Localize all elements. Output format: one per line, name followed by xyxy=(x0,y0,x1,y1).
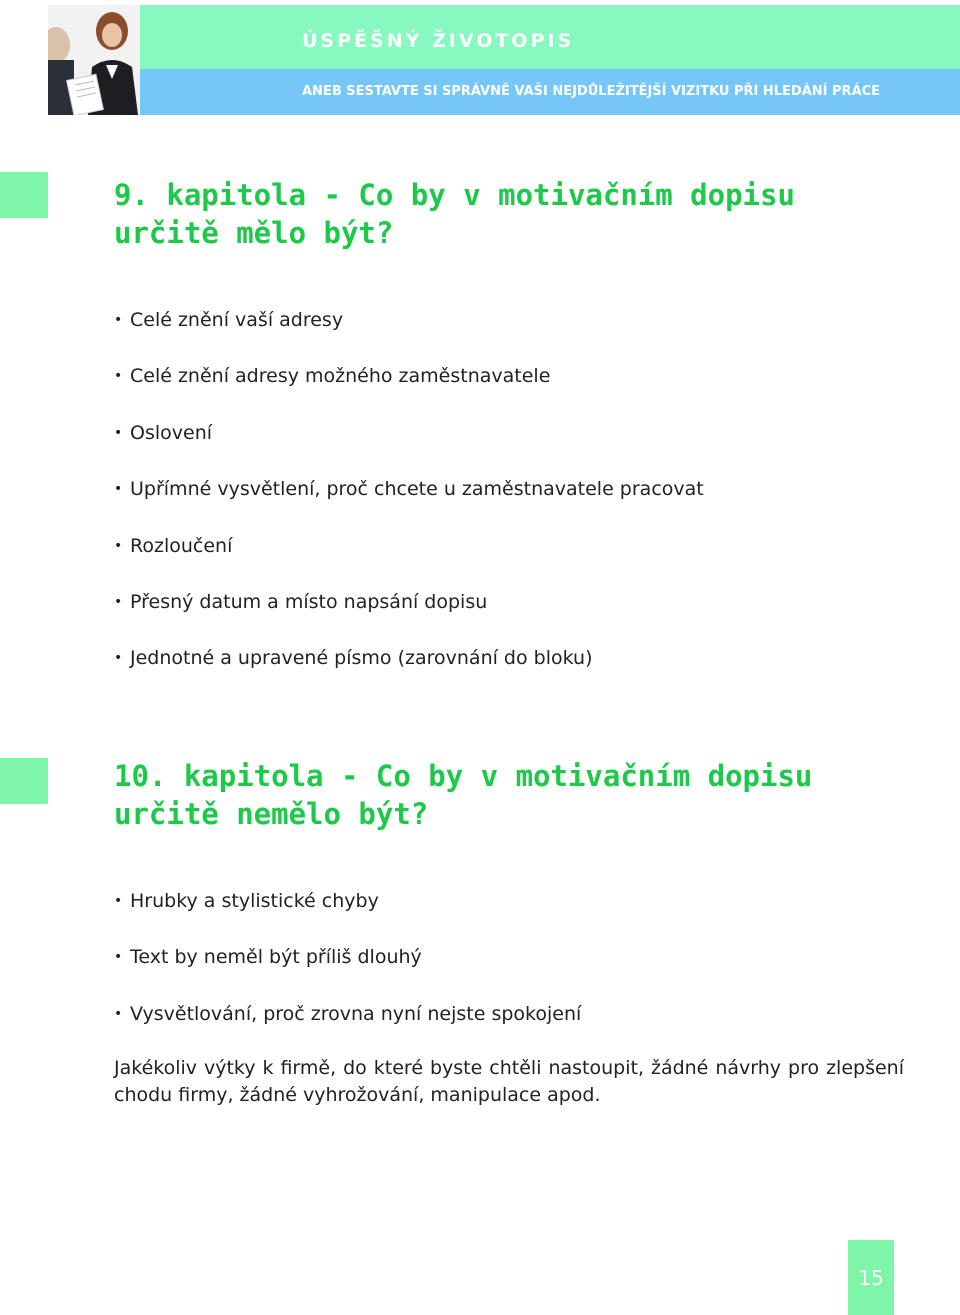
list-item: • Celé znění vaší adresy xyxy=(114,308,704,364)
list-item: • Jednotné a upravené písmo (zarovnání do bloku) xyxy=(114,646,704,702)
section-10-paragraph: Jakékoliv výtky k firmě, do které byste chtěli nastoupit, žádné návrhy pro zlepšení chodu firmy, žádné vyhrožování, manipulace apod. xyxy=(114,1057,904,1106)
list-item: • Text by neměl být příliš dlouhý xyxy=(114,945,581,1001)
document-subtitle: ANEB SESTAVTE SI SPRÁVNĚ VAŠI NEJDŮLEŽITĚJŠÍ VIZITKU PŘI HLEDÁNÍ PRÁCE xyxy=(302,84,881,99)
section-9-list xyxy=(114,308,704,703)
section-9-heading: 9. kapitola - Co by v motivačním dopisu určitě mělo být? xyxy=(114,178,795,250)
section-10-list xyxy=(114,889,581,1058)
list-item: • Přesný datum a místo napsání dopisu xyxy=(114,590,704,646)
section-10-heading: 10. kapitola - Co by v motivačním dopisu určitě nemělo být? xyxy=(114,759,813,831)
section-10-marker xyxy=(0,758,48,804)
list-item: • Oslovení xyxy=(114,421,704,477)
list-item: • Hrubky a stylistické chyby xyxy=(114,889,581,945)
list-item: • Rozloučení xyxy=(114,534,704,590)
office-interview-photo xyxy=(48,5,140,115)
header-photo xyxy=(48,5,140,115)
list-item: • Upřímné vysvětlení, proč chcete u zaměstnavatele pracovat xyxy=(114,477,704,533)
list-item: • Vysvětlování, proč zrovna nyní nejste spokojení xyxy=(114,1002,581,1058)
page-number: 15 xyxy=(848,1240,894,1315)
document-title: ÚSPĚŠNÝ ŽIVOTOPIS xyxy=(302,30,575,52)
list-item: • Celé znění adresy možného zaměstnavatele xyxy=(114,364,704,420)
section-9-marker xyxy=(0,172,48,218)
